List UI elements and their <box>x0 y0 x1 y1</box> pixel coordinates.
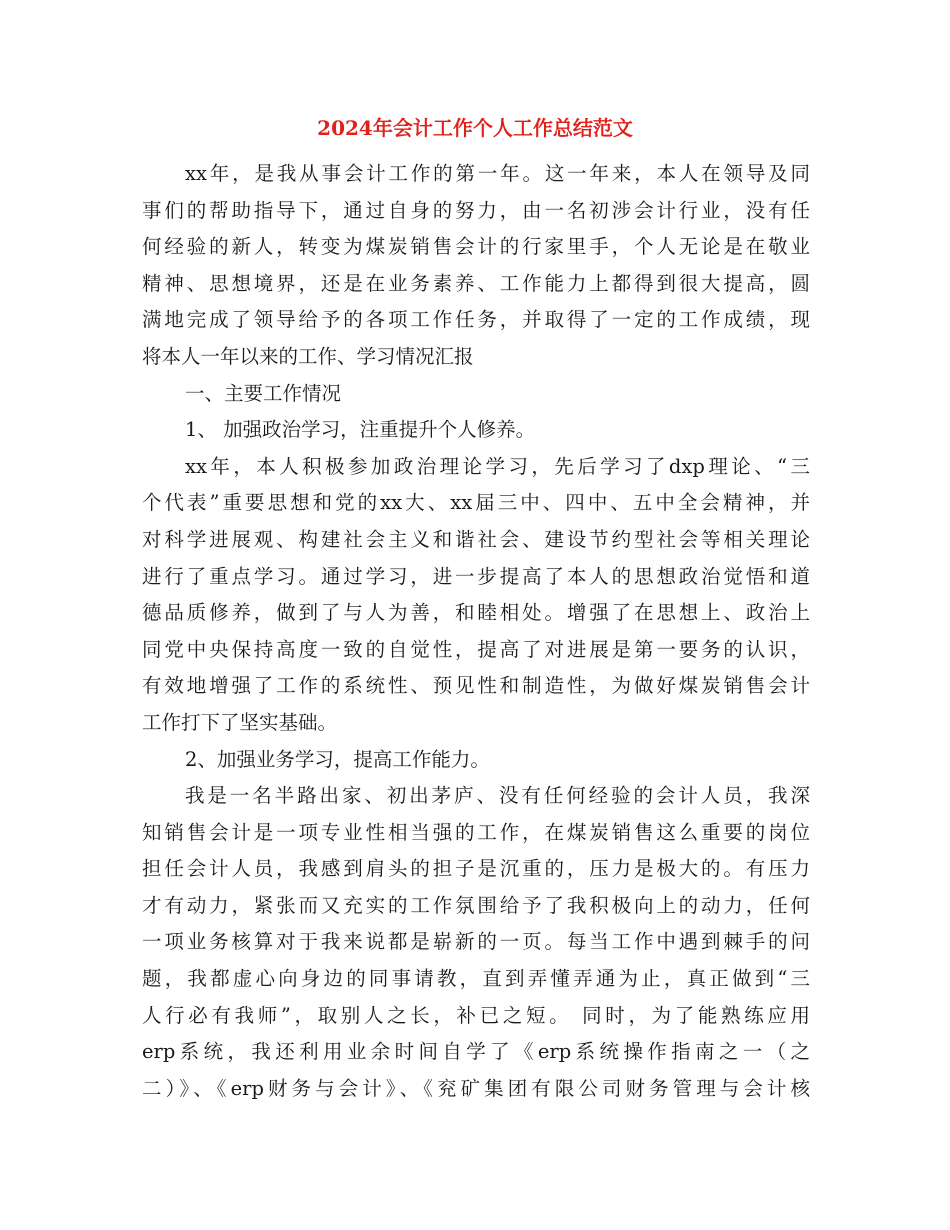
document-line: 同党中央保持高度一致的自觉性，提高了对进展是第一要务的认识， <box>142 637 810 661</box>
document-line: xx年，是我从事会计工作的第一年。这一年来，本人在领导及同 <box>185 162 810 185</box>
document-line: 我是一名半路出家、初出茅庐、没有任何经验的会计人员，我深 <box>185 784 810 808</box>
document-line: 1、 加强政治学习，注重提升个人修养。 <box>185 418 536 442</box>
document-line: 工作打下了坚实基础。 <box>142 710 338 734</box>
document-line: 有效地增强了工作的系统性、预见性和制造性，为做好煤炭销售会计 <box>142 674 810 698</box>
document-line: 何经验的新人，转变为煤炭销售会计的行家里手，个人无论是在敬业 <box>142 235 810 259</box>
document-line: 一项业务核算对于我来说都是崭新的一页。每当工作中遇到棘手的问 <box>142 930 810 954</box>
document-line: erp系统，我还利用业余时间自学了《erp系统操作指南之一（之 <box>142 1040 810 1064</box>
document-line: 对科学进展观、构建社会主义和谐社会、建设节约型社会等相关理论 <box>142 527 810 551</box>
document-line: 知销售会计是一项专业性相当强的工作，在煤炭销售这么重要的岗位 <box>142 820 810 844</box>
document-line: 人行必有我师”，取别人之长，补已之短。 同时，为了能熟练应用 <box>142 1003 810 1027</box>
document-line: xx年，本人积极参加政治理论学习，先后学习了dxp理论、“三 <box>185 454 810 478</box>
document-line: 精神、思想境界，还是在业务素养、工作能力上都得到很大提高，圆 <box>142 271 810 295</box>
document-line: 事们的帮助指导下，通过自身的努力，由一名初涉会计行业，没有任 <box>142 198 810 222</box>
document-line: 2、加强业务学习，提高工作能力。 <box>185 747 490 771</box>
document-line: 题，我都虚心向身边的同事请教，直到弄懂弄通为止，真正做到“三 <box>142 967 810 991</box>
document-line: 将本人一年以来的工作、学习情况汇报 <box>142 344 474 368</box>
document-line: 个代表”重要思想和党的xx大、xx届三中、四中、五中全会精神，并 <box>142 491 810 515</box>
document-line: 二）》、《erp财务与会计》、《兖矿集团有限公司财务管理与会计核 <box>142 1076 810 1100</box>
document-title: 2024年会计工作个人工作总结范文 <box>317 116 633 140</box>
document-line: 才有动力，紧张而又充实的工作氛围给予了我积极向上的动力，任何 <box>142 893 810 917</box>
document-line: 进行了重点学习。通过学习，进一步提高了本人的思想政治觉悟和道 <box>142 564 810 588</box>
document-line: 满地完成了领导给予的各项工作任务，并取得了一定的工作成绩，现 <box>142 308 810 332</box>
document-line: 一、主要工作情况 <box>185 381 342 405</box>
document-line: 德品质修养，做到了与人为善，和睦相处。增强了在思想上、政治上 <box>142 601 810 625</box>
document-line: 担任会计人员，我感到肩头的担子是沉重的，压力是极大的。有压力 <box>142 857 810 881</box>
document-body <box>142 156 810 1107</box>
